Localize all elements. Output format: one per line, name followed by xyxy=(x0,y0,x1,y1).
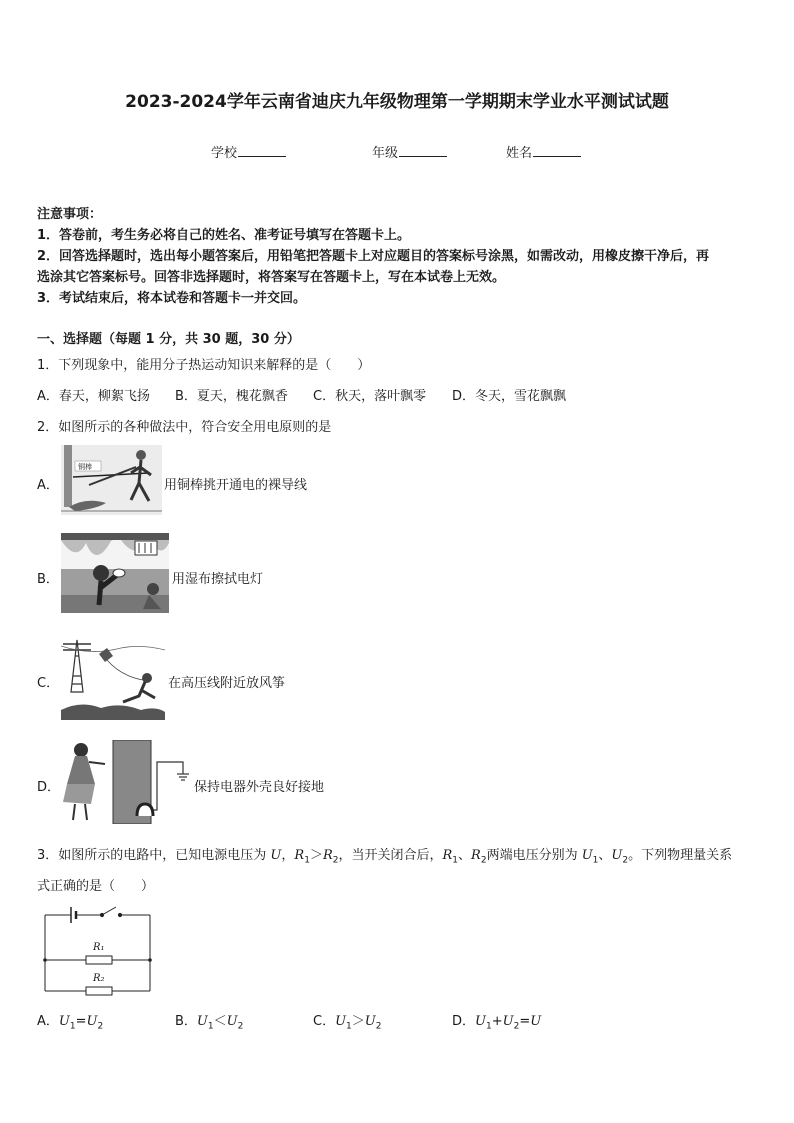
q3-sub-2: 2 xyxy=(332,855,339,866)
school-label: 学校 xyxy=(211,146,238,161)
q3-d-plus: + xyxy=(491,1014,503,1029)
q2-option-d-text: 保持电器外壳良好接地 xyxy=(194,780,325,795)
q3-sub-1b: 1 xyxy=(452,855,459,866)
q3-option-c xyxy=(313,1010,382,1032)
q3-d-eq: = xyxy=(519,1014,531,1029)
q3-symbol-r2: R xyxy=(322,848,333,863)
note-item-1: 1．答卷前，考生务必将自己的姓名、准考证号填写在答题卡上。 xyxy=(37,228,411,243)
grade-label: 年级 xyxy=(372,146,399,161)
note-item-2-line1: 2．回答选择题时，选出每小题答案后，用铅笔把答题卡上对应题目的答案标号涂黑，如需改动，用橡皮擦干净后，再 xyxy=(37,249,710,264)
note-item-3: 3．考试结束后，将本试卷和答题卡一并交回。 xyxy=(37,291,307,306)
q3-symbol-u2: U xyxy=(611,848,623,863)
q2-option-d-letter: D． xyxy=(37,780,61,795)
q3-option-a-letter: A． xyxy=(37,1014,59,1029)
q3-sub-1: 1 xyxy=(304,855,310,866)
q1-option-b: B．夏天，槐花飘香 xyxy=(175,389,288,404)
q2-a-illustration xyxy=(61,445,162,515)
q3-d-sub2: 2 xyxy=(513,1021,520,1032)
q3-stem-part-d: 两端电压分别为 xyxy=(486,848,582,863)
circuit-label-r1: R₁ xyxy=(93,942,105,953)
q3-option-a xyxy=(37,1010,103,1032)
q3-sep-2: 、 xyxy=(598,848,612,863)
q3-a-eq: = xyxy=(75,1014,87,1029)
q3-c-u2: U xyxy=(364,1014,376,1029)
name-label: 姓名 xyxy=(506,146,533,161)
q3-sub-u2: 2 xyxy=(622,855,629,866)
q2-option-c-text: 在高压线附近放风筝 xyxy=(168,676,286,691)
q2-option-b-text: 用湿布擦拭电灯 xyxy=(172,572,264,587)
q2-option-b-letter: B． xyxy=(37,572,59,587)
copper-rod-scene-icon xyxy=(61,445,162,515)
q3-a-sub1: 1 xyxy=(69,1021,76,1032)
q3-d-u1: U xyxy=(475,1014,486,1029)
q3-c-u1: U xyxy=(335,1014,347,1029)
q3-stem-part-a: 3．如图所示的电路中，已知电源电压为 xyxy=(37,848,271,863)
q3-symbol-r1b: R xyxy=(442,848,453,863)
q3-option-d xyxy=(452,1010,541,1032)
q3-option-b xyxy=(175,1010,243,1032)
q3-a-sub2: 2 xyxy=(97,1021,104,1032)
q3-symbol-u: U xyxy=(270,848,282,863)
q2-c-illustration xyxy=(61,636,165,720)
notes-heading: 注意事项： xyxy=(37,207,103,222)
copper-rod-label: 铜棒 xyxy=(78,463,92,471)
q1-option-d: D．冬天，雪花飘飘 xyxy=(452,389,567,404)
q3-b-lt: ＜ xyxy=(213,1014,227,1029)
q3-option-b-letter: B． xyxy=(175,1014,197,1029)
name-blank[interactable] xyxy=(533,144,581,157)
q3-c-sub1: 1 xyxy=(346,1021,352,1032)
q2-stem: 2．如图所示的各种做法中，符合安全用电原则的是 xyxy=(37,420,332,435)
q3-d-u2: U xyxy=(502,1014,514,1029)
q3-symbol-u1: U xyxy=(581,848,593,863)
school-blank[interactable] xyxy=(238,144,286,157)
q3-sep: 、 xyxy=(458,848,472,863)
q3-a-u2: U xyxy=(86,1014,98,1029)
q3-c-gt: ＞ xyxy=(351,1014,365,1029)
q2-option-a-letter: A． xyxy=(37,478,59,493)
section-heading: 一、选择题（每题 1 分，共 30 题，30 分） xyxy=(37,332,300,347)
q3-b-sub2: 2 xyxy=(237,1021,244,1032)
q3-option-c-letter: C． xyxy=(313,1014,336,1029)
q3-symbol-r2b: R xyxy=(471,848,481,863)
q3-stem-part-c: ，当开关闭合后， xyxy=(338,848,443,863)
q3-a-u1: U xyxy=(58,1014,70,1029)
note-item-2-line2: 选涂其它答案标号。回答非选择题时，将答案写在答题卡上，写在本试卷上无效。 xyxy=(37,270,506,285)
q1-option-a: A．春天，柳絮飞扬 xyxy=(37,389,150,404)
q2-d-illustration xyxy=(61,740,193,824)
grounded-appliance-scene-icon xyxy=(61,740,193,824)
q3-stem-part-b: ， xyxy=(281,848,295,863)
grade-field[interactable] xyxy=(372,142,447,161)
q3-stem-part-e: 。下列物理量关系 xyxy=(628,848,733,863)
q3-stem-line1 xyxy=(37,844,732,866)
q3-b-u2: U xyxy=(226,1014,238,1029)
q3-c-sub2: 2 xyxy=(375,1021,382,1032)
kite-high-voltage-scene-icon xyxy=(61,636,165,720)
q3-circuit-diagram xyxy=(38,902,156,997)
q3-b-u1: U xyxy=(196,1014,208,1029)
q3-d-sub1: 1 xyxy=(485,1021,492,1032)
q3-symbol-r1: R xyxy=(294,848,305,863)
q1-option-c: C．秋天，落叶飘零 xyxy=(313,389,427,404)
school-field[interactable] xyxy=(211,142,286,161)
q1-stem: 1．下列现象中，能用分子热运动知识来解释的是（ ） xyxy=(37,358,371,373)
q2-b-illustration xyxy=(61,533,169,613)
q3-b-sub1: 1 xyxy=(207,1021,214,1032)
wet-cloth-lamp-scene-icon xyxy=(61,533,169,613)
q3-d-u: U xyxy=(530,1014,542,1029)
q2-option-c-letter: C． xyxy=(37,676,60,691)
page-title: 2023-2024学年云南省迪庆九年级物理第一学期期末学业水平测试试题 xyxy=(125,92,669,112)
q3-gt: ＞ xyxy=(309,848,323,863)
q3-sub-2b: 2 xyxy=(480,855,487,866)
q3-sub-u1: 1 xyxy=(592,855,599,866)
name-field[interactable] xyxy=(506,142,581,161)
circuit-label-r2: R₂ xyxy=(93,973,105,984)
q3-stem-line2: 式正确的是（ ） xyxy=(37,879,155,894)
grade-blank[interactable] xyxy=(399,144,447,157)
q3-option-d-letter: D． xyxy=(452,1014,476,1029)
q2-option-a-text: 用铜棒挑开通电的裸导线 xyxy=(164,478,308,493)
